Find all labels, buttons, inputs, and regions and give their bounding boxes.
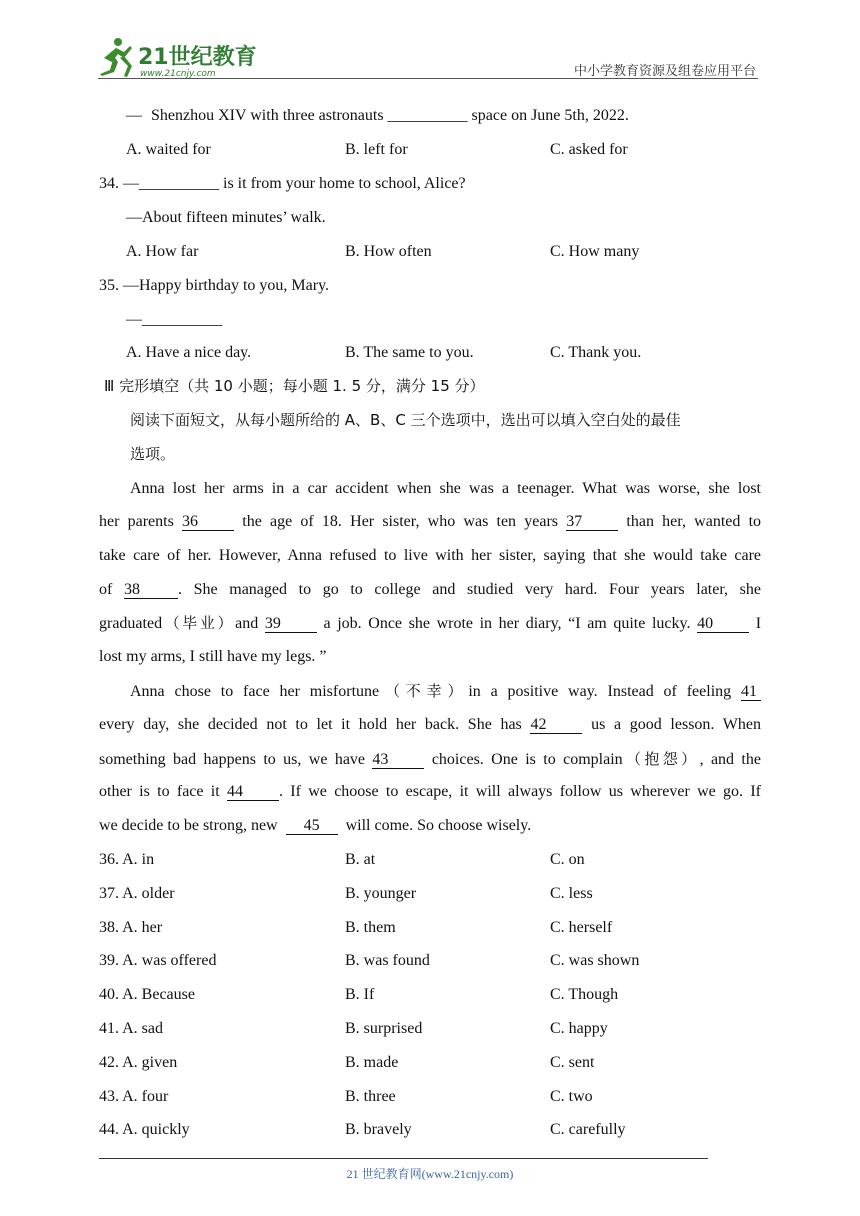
blank-37: 37 — [566, 513, 618, 531]
q34-option-b: B. How often — [345, 243, 432, 260]
option-a: 36. A. in — [99, 851, 155, 868]
blank-39: 39 — [265, 615, 317, 633]
footer-link[interactable]: 21 世纪教育网(www.21cnjy.com) — [346, 1167, 514, 1181]
option-a: 44. A. quickly — [99, 1121, 190, 1138]
footer-rule — [99, 1158, 708, 1159]
passage-text — [130, 683, 731, 700]
q34-reply: —About fifteen minutes’ walk. — [126, 209, 326, 226]
q35-option-c: C. Thank you. — [550, 344, 642, 361]
header-rule — [98, 78, 758, 79]
option-a: 41. A. sad — [99, 1020, 163, 1037]
option-b: B. three — [345, 1088, 396, 1105]
svg-text:www.21cnjy.com: www.21cnjy.com — [140, 69, 216, 79]
option-a: 39. A. was offered — [99, 952, 217, 969]
option-b: B. younger — [345, 885, 417, 902]
passage-line-5 — [99, 613, 761, 634]
q34-option-c: C. How many — [550, 243, 640, 260]
blank-42: 42 — [530, 716, 582, 734]
svg-text:21世纪教育: 21世纪教育 — [138, 45, 257, 70]
header-platform-text: 中小学教育资源及组卷应用平台 — [573, 64, 756, 79]
option-a: 43. A. four — [99, 1088, 169, 1105]
option-a: 37. A. older — [99, 885, 175, 902]
blank-45: 45 — [286, 817, 338, 835]
option-b: B. at — [345, 851, 376, 868]
passage-line-9 — [99, 749, 761, 770]
option-a: 42. A. given — [99, 1054, 178, 1071]
passage-line-10 — [99, 782, 761, 802]
q33-dash: — — [126, 107, 142, 124]
passage-text: a job. Once she wrote in her diary, “I am quite lucky. — [323, 615, 691, 632]
blank-44: 44 — [227, 783, 279, 801]
blank-40: 40 — [697, 615, 749, 633]
passage-text: other is to face it — [99, 783, 220, 800]
passage-gloss: （毕业） — [162, 614, 236, 632]
option-b: B. them — [345, 919, 396, 936]
q35-option-b: B. The same to you. — [345, 344, 474, 361]
q33-stem: Shenzhou XIV with three astronauts __________ space on June 5th, 2022. — [151, 107, 629, 124]
passage-text: , and the — [699, 751, 761, 768]
passage-text: . She managed to go to college and studied very hard. Four years later, she — [177, 581, 762, 598]
option-c: C. on — [550, 851, 585, 868]
passage-gloss: （抱怨） — [622, 750, 700, 768]
site-logo — [96, 36, 266, 80]
passage-text: choices. One is to complain — [431, 751, 623, 768]
option-c: C. was shown — [550, 952, 640, 969]
q35-stem: 35. —Happy birthday to you, Mary. — [99, 277, 330, 294]
passage-text: in a positive way. Instead of feeling — [468, 683, 732, 700]
passage-line-11 — [99, 816, 531, 836]
passage-text: and — [235, 615, 259, 632]
option-a: 38. A. her — [99, 919, 163, 936]
passage-line-3: take care of her. However, Anna refused to live with her sister, saying that she would take care — [99, 547, 761, 564]
option-c: C. sent — [550, 1054, 595, 1071]
option-b: B. surprised — [345, 1020, 423, 1037]
option-c: C. happy — [550, 1020, 608, 1037]
option-b: B. bravely — [345, 1121, 412, 1138]
option-b: B. If — [345, 986, 375, 1003]
passage-text: will come. So choose wisely. — [345, 817, 532, 834]
passage-text — [432, 751, 761, 768]
q35-option-a: A. Have a nice day. — [126, 344, 252, 361]
blank-43: 43 — [372, 751, 424, 769]
section3-instruction-1: 阅读下面短文，从每小题所给的 A、B、C 三个选项中，选出可以填入空白处的最佳 — [130, 411, 681, 429]
option-c: C. herself — [550, 919, 613, 936]
passage-gloss: （不幸） — [379, 682, 469, 700]
passage-text — [99, 615, 258, 632]
q33-option-a: A. waited for — [126, 141, 211, 158]
q34-stem: 34. —__________ is it from your home to school, Alice? — [99, 175, 466, 192]
passage-text: something bad happens to us, we have — [99, 751, 366, 768]
passage-line-2 — [99, 512, 761, 532]
passage-line-6: lost my arms, I still have my legs. ” — [99, 648, 327, 665]
blank-36: 36 — [182, 513, 234, 531]
option-c: C. two — [550, 1088, 593, 1105]
passage-text: us a good lesson. When — [591, 716, 762, 733]
option-c: C. Though — [550, 986, 619, 1003]
section3-instruction-2: 选项。 — [130, 445, 176, 463]
q33-option-c: C. asked for — [550, 141, 628, 158]
option-b: B. was found — [345, 952, 430, 969]
option-b: B. made — [345, 1054, 399, 1071]
passage-text: the age of 18. Her sister, who was ten years — [242, 513, 559, 530]
passage-text: graduated — [99, 615, 163, 632]
passage-text: every day, she decided not to let it hold her back. She has — [99, 716, 522, 733]
passage-line-8 — [99, 715, 761, 735]
passage-line-1: Anna lost her arms in a car accident when she was a teenager. What was worse, she lost — [130, 480, 761, 497]
passage-text: Anna chose to face her misfortune — [130, 683, 380, 700]
blank-41: 41 — [741, 683, 761, 701]
q35-reply: —__________ — [126, 311, 222, 328]
option-c: C. carefully — [550, 1121, 626, 1138]
passage-text: than her, wanted to — [626, 513, 762, 530]
passage-text: we decide to be strong, new — [99, 817, 278, 834]
option-c: C. less — [550, 885, 593, 902]
option-a: 40. A. Because — [99, 986, 195, 1003]
blank-38: 38 — [124, 581, 178, 599]
passage-text: I — [755, 615, 762, 632]
q34-option-a: A. How far — [126, 243, 199, 260]
passage-line-7 — [130, 681, 761, 702]
passage-text: her parents — [99, 513, 174, 530]
passage-line-4 — [99, 580, 761, 600]
passage-text: of — [99, 581, 113, 598]
section3-title: Ⅲ 完形填空（共 10 小题；每小题 1. 5 分，满分 15 分） — [104, 377, 485, 395]
passage-text: . If we choose to escape, it will always follow us wherever we go. If — [279, 783, 762, 800]
q33-option-b: B. left for — [345, 141, 408, 158]
